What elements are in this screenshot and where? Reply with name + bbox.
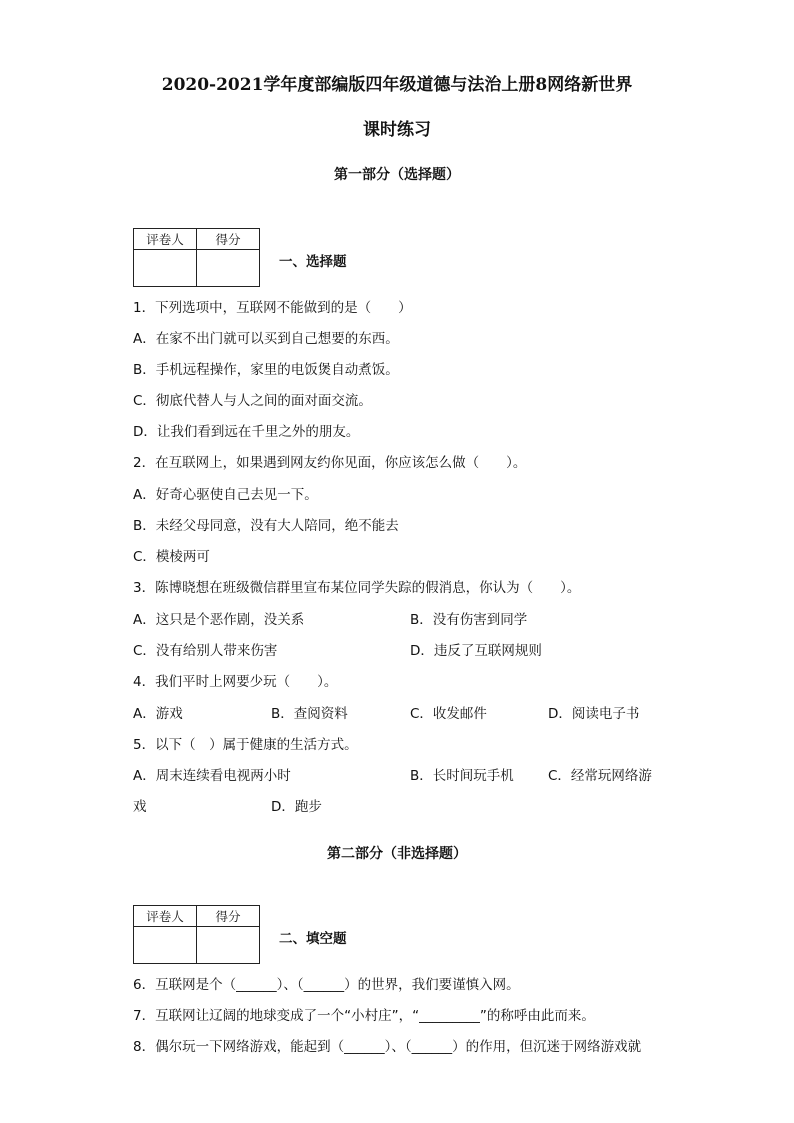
score-table-part1	[133, 228, 260, 287]
question-5-option-b: B．长时间玩手机	[410, 768, 514, 784]
question-3-option-d: D．违反了互联网规则	[410, 643, 542, 659]
question-7: 7．互联网让辽阔的地球变成了一个“小村庄”，“_________”的称呼由此而来。	[133, 1008, 595, 1024]
question-1-stem: 1．下列选项中，互联网不能做到的是（ ）	[133, 300, 412, 316]
score-table-part2	[133, 905, 260, 964]
question-1-option-d: D．让我们看到远在千里之外的朋友。	[133, 424, 360, 440]
section-title-choice: 一、选择题	[279, 254, 347, 270]
question-2-option-a: A．好奇心驱使自己去见一下。	[133, 487, 318, 503]
question-2-option-b: B．未经父母同意，没有大人陪同，绝不能去	[133, 518, 399, 534]
question-8: 8．偶尔玩一下网络游戏，能起到（______）、（______）的作用，但沉迷于网络游戏就	[133, 1039, 642, 1055]
question-2-stem: 2．在互联网上，如果遇到网友约你见面，你应该怎么做（ ）。	[133, 455, 527, 471]
question-3-option-b: B．没有伤害到同学	[410, 612, 528, 628]
question-4-option-a: A．游戏	[133, 706, 183, 722]
question-5-option-c: C．经常玩网络游	[548, 768, 652, 784]
question-1-option-c: C．彻底代替人与人之间的面对面交流。	[133, 393, 372, 409]
score-cell	[197, 927, 260, 964]
question-4-option-b: B．查阅资料	[271, 706, 348, 722]
question-5-stem: 5．以下（ ）属于健康的生活方式。	[133, 737, 358, 753]
question-2-option-c: C．模棱两可	[133, 549, 210, 565]
section-title-fill: 二、填空题	[279, 931, 347, 947]
question-4-option-d: D．阅读电子书	[548, 706, 640, 722]
reviewer-label: 评卷人	[134, 906, 197, 927]
question-3-option-a: A．这只是个恶作剧，没关系	[133, 612, 305, 628]
reviewer-cell	[134, 927, 197, 964]
question-6: 6．互联网是个（______）、（______）的世界，我们要谨慎入网。	[133, 977, 520, 993]
question-5-option-d: D．跑步	[271, 799, 322, 815]
question-4-option-c: C．收发邮件	[410, 706, 487, 722]
question-3-option-c: C．没有给别人带来伤害	[133, 643, 278, 659]
part2-heading: 第二部分（非选择题）	[327, 846, 467, 862]
question-3-stem: 3．陈博晓想在班级微信群里宣布某位同学失踪的假消息，你认为（ ）。	[133, 580, 581, 596]
question-4-stem: 4．我们平时上网要少玩（ ）。	[133, 674, 338, 690]
question-5-option-a: A．周末连续看电视两小时	[133, 768, 291, 784]
reviewer-cell	[134, 250, 197, 287]
score-label: 得分	[197, 906, 260, 927]
part1-heading: 第一部分（选择题）	[334, 167, 460, 183]
exam-title-line1: 2020-2021学年度部编版四年级道德与法治上册8网络新世界	[161, 75, 633, 95]
score-label: 得分	[197, 229, 260, 250]
reviewer-label: 评卷人	[134, 229, 197, 250]
question-1-option-a: A．在家不出门就可以买到自己想要的东西。	[133, 331, 399, 347]
exam-title-line2: 课时练习	[363, 120, 431, 140]
question-1-option-b: B．手机远程操作，家里的电饭煲自动煮饭。	[133, 362, 399, 378]
question-5-option-c-continued: 戏	[133, 799, 147, 815]
score-cell	[197, 250, 260, 287]
